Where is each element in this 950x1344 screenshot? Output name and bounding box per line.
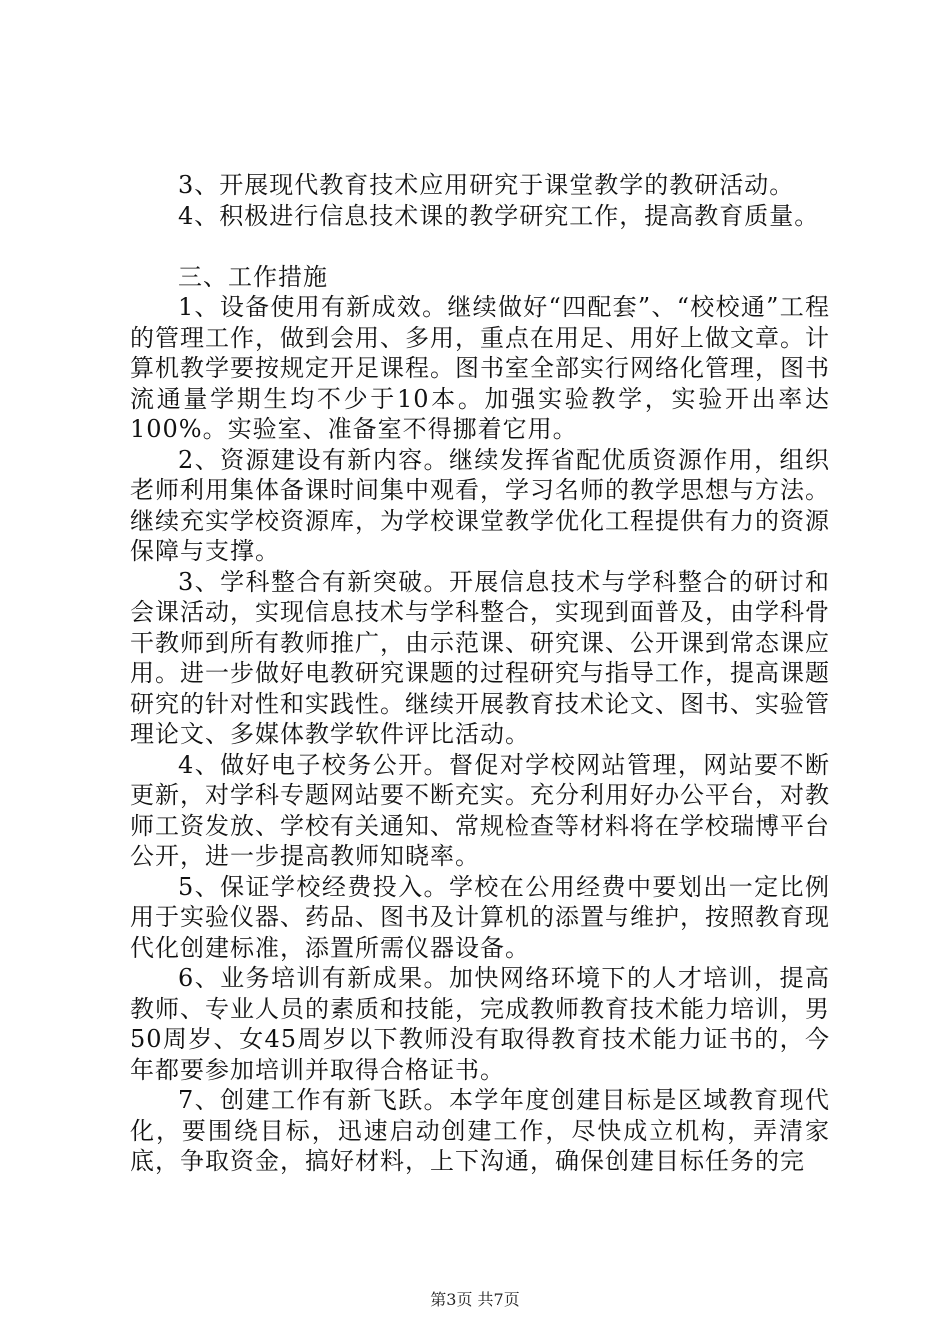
paragraph: 2、资源建设有新内容。继续发挥省配优质资源作用，组织老师利用集体备课时间集中观看，学习名师的教学思想与方法。继续充实学校资源库，为学校课堂教学优化工程提供有力的资源保障与支撑。 [130,445,830,565]
paragraph: 7、创建工作有新飞跃。本学年度创建目标是区域教育现代化，要围绕目标，迅速启动创建工作，尽快成立机构，弄清家底，争取资金，搞好材料，上下沟通，确保创建目标任务的完 [130,1086,830,1175]
paragraph: 4、做好电子校务公开。督促对学校网站管理，网站要不断更新，对学科专题网站要不断充实。充分利用好办公平台，对教师工资发放、学校有关通知、常规检查等材料将在学校瑞博平台公开，进一步提高教师知晓率。 [130,750,830,870]
list-item: 3、开展现代教育技术应用研究于课堂教学的教研活动。 [178,171,795,199]
list-item: 4、积极进行信息技术课的教学研究工作，提高教育质量。 [178,201,820,230]
paragraph: 5、保证学校经费投入。学校在公用经费中要划出一定比例用于实验仪器、药品、图书及计算机的添置与维护，按照教育现代化创建标准，添置所需仪器设备。 [130,872,830,962]
section-heading: 三、工作措施 [178,262,328,291]
document-body [130,170,830,1177]
paragraph: 3、学科整合有新突破。开展信息技术与学科整合的研讨和会课活动，实现信息技术与学科整合，实现到面普及，由学科骨干教师到所有教师推广，由示范课、研究课、公开课到常态课应用。进一步做好电教研究课题的过程研究与指导工作，提高课题研究的针对性和实践性。继续开展教育技术论文、图书、实验管理论文、多媒体教学软件评比活动。 [130,567,830,748]
page-number: 第3页 共7页 [430,1290,520,1309]
paragraph: 6、业务培训有新成果。加快网络环境下的人才培训，提高教师、专业人员的素质和技能，完成教师教育技术能力培训，男50周岁、女45周岁以下教师没有取得教育技术能力证书的，今年都要参加培训并取得合格证书。 [130,964,830,1084]
paragraph: 1、设备使用有新成效。继续做好“四配套”、“校校通”工程的管理工作，做到会用、多用，重点在用足、用好上做文章。计算机教学要按规定开足课程。图书室全部实行网络化管理，图书流通量学期生均不少于10本。加强实验教学，实验开出率达100%。实验室、准备室不得挪着它用。 [130,293,830,443]
